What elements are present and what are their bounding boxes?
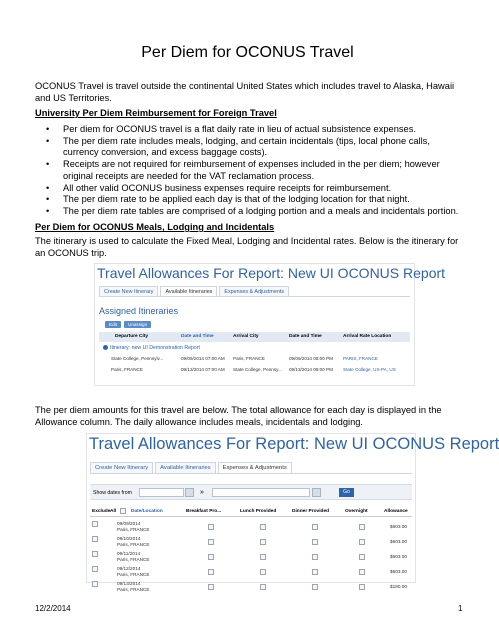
breakfast-checkbox[interactable] <box>208 524 214 530</box>
itinerary-name[interactable]: Itinerary: new UI Demonstration Report <box>103 345 200 351</box>
column-header: Overnight <box>345 509 368 514</box>
list-item: • Per diem for OCONUS travel is a flat daily rate in lieu of actual subsistence expenses. <box>35 124 465 135</box>
allowance-paragraph: The per diem amounts for this travel are below. The total allowance for each day is displayed in the Allowance column. The daily allowance includes meals, incidentals and lodging. <box>35 405 442 427</box>
screenshot-title: Travel Allowances For Report: New UI OCONUS Report <box>89 435 499 453</box>
table-row: 09/13/2014 Paris, FRANCE $180.00 <box>90 580 412 595</box>
column-header: Lunch Provided <box>240 509 277 514</box>
overnight-checkbox[interactable] <box>359 539 365 545</box>
list-item: • The per diem rate to be applied each day is that of the lodging location for that night. <box>35 194 465 205</box>
tab-create-new-itinerary[interactable]: Create New Itinerary <box>90 462 153 473</box>
tab-expenses-adjustments[interactable]: Expenses & Adjustments <box>218 462 292 473</box>
dinner-checkbox[interactable] <box>312 584 318 590</box>
exclude-checkbox[interactable] <box>92 581 98 587</box>
intro-paragraph: OCONUS Travel is travel outside the continental United States which includes travel to Alaska, Hawaii and US Territories. <box>35 81 455 103</box>
column-header: Arrival Rate Location <box>343 334 392 339</box>
footer-page-number: 1 <box>458 604 463 613</box>
tab-bar <box>90 462 294 473</box>
lunch-checkbox[interactable] <box>260 584 266 590</box>
go-button[interactable]: Go <box>339 488 354 497</box>
date-filter-bar <box>90 484 412 500</box>
start-date-input[interactable] <box>139 488 184 497</box>
itinerary-screenshot <box>94 263 446 386</box>
assigned-itineraries-heading: Assigned Itineraries <box>99 306 179 316</box>
itinerary-table-header <box>99 332 410 342</box>
list-item: • The per diem rate includes meals, lodging, and certain incidentals (tips, local phone calls, currency conversion, and excess baggage costs). <box>35 136 465 159</box>
edit-button[interactable]: Edit <box>105 321 121 328</box>
lunch-checkbox[interactable] <box>260 524 266 530</box>
dinner-checkbox[interactable] <box>312 539 318 545</box>
table-row: 09/12/2014 Paris, FRANCE $603.00 <box>90 565 412 580</box>
list-item: • The per diem rate tables are comprised of a lodging portion and a meals and incidentals portion. <box>35 206 465 217</box>
dinner-checkbox[interactable] <box>312 554 318 560</box>
tab-expenses-adjustments[interactable]: Expenses & Adjustments <box>219 286 289 297</box>
column-header: Allowance <box>384 509 408 514</box>
screenshot-title: Travel Allowances For Report: New UI OCONUS Report <box>97 265 446 281</box>
table-row: Paris, FRANCE 09/13/2014 07:00 AM State College, Pennsy... 09/13/2014 08:00 PM State College, US-PA, US <box>111 367 396 372</box>
table-row: 09/09/2014 Paris, FRANCE $603.00 <box>90 520 412 535</box>
lunch-checkbox[interactable] <box>260 569 266 575</box>
allowance-table-header <box>90 506 412 517</box>
calendar-icon[interactable] <box>312 488 321 497</box>
unassign-button[interactable]: Unassign <box>124 321 151 328</box>
list-item: • All other valid OCONUS business expenses require receipts for reimbursement. <box>35 183 465 194</box>
column-header: Breakfast Pro... <box>186 509 222 514</box>
column-header: Dinner Provided <box>292 509 330 514</box>
list-item: • Receipts are not required for reimbursement of expenses included in the per diem; however original receipts are needed for the VAT reclamation process. <box>35 159 465 182</box>
breakfast-checkbox[interactable] <box>208 584 214 590</box>
breakfast-checkbox[interactable] <box>208 569 214 575</box>
allowance-value: $603.00 <box>390 539 407 544</box>
exclude-checkbox[interactable] <box>92 551 98 557</box>
footer-date: 12/2/2014 <box>35 604 71 613</box>
breakfast-checkbox[interactable] <box>208 554 214 560</box>
allowance-value: $603.00 <box>390 524 407 529</box>
column-header: Arrival City <box>233 334 259 339</box>
allowance-value: $603.00 <box>390 554 407 559</box>
column-header[interactable]: Date/Location <box>131 509 163 514</box>
end-date-input[interactable] <box>212 488 310 497</box>
table-row: 09/11/2014 Paris, FRANCE $603.00 <box>90 550 412 565</box>
exclude-checkbox[interactable] <box>92 536 98 542</box>
column-header: All <box>110 509 117 514</box>
dinner-checkbox[interactable] <box>312 569 318 575</box>
exclude-checkbox[interactable] <box>92 521 98 527</box>
column-header: Date and Time <box>289 334 322 339</box>
itinerary-paragraph: The itinerary is used to calculate the Fixed Meal, Lodging and Incidental rates. Below is the itinerary for an OCONUS trip. <box>35 236 459 258</box>
overnight-checkbox[interactable] <box>359 584 365 590</box>
per-diem-bullet-list <box>35 124 465 218</box>
lunch-checkbox[interactable] <box>260 554 266 560</box>
tab-available-itineraries[interactable]: Available Itineraries <box>155 462 215 473</box>
allowances-screenshot <box>86 433 499 592</box>
section-heading-meals-lodging: Per Diem for OCONUS Meals, Lodging and Incidentals <box>35 222 275 232</box>
range-separator: » <box>200 489 204 496</box>
tab-divider <box>99 296 410 297</box>
allowance-value: $603.00 <box>390 569 407 574</box>
exclude-checkbox[interactable] <box>92 566 98 572</box>
column-header[interactable]: Date and Time <box>181 334 214 339</box>
lunch-checkbox[interactable] <box>260 539 266 545</box>
overnight-checkbox[interactable] <box>359 524 365 530</box>
dinner-checkbox[interactable] <box>312 524 318 530</box>
select-all-checkbox[interactable] <box>120 508 126 514</box>
column-header: Exclude <box>92 509 111 514</box>
column-header: Departure City <box>115 334 149 339</box>
table-row: State College, Pennsylv... 09/09/2014 07:00 AM Paris, FRANCE 09/09/2014 08:00 PM PARIS, FRANCE <box>111 356 378 361</box>
section-heading-foreign-travel: University Per Diem Reimbursement for Foreign Travel <box>35 108 277 118</box>
overnight-checkbox[interactable] <box>359 554 365 560</box>
tab-create-new-itinerary[interactable]: Create New Itinerary <box>99 286 158 297</box>
show-dates-label: Show dates from <box>93 490 132 496</box>
allowance-value: $180.00 <box>390 584 407 589</box>
expand-icon <box>103 345 108 350</box>
overnight-checkbox[interactable] <box>359 569 365 575</box>
tab-available-itineraries[interactable]: Available Itineraries <box>160 286 217 297</box>
page-title: Per Diem for OCONUS Travel <box>141 44 354 61</box>
table-row: 09/10/2014 Paris, FRANCE $603.00 <box>90 535 412 550</box>
breakfast-checkbox[interactable] <box>208 539 214 545</box>
calendar-icon[interactable] <box>185 488 194 497</box>
tab-divider <box>90 473 412 474</box>
